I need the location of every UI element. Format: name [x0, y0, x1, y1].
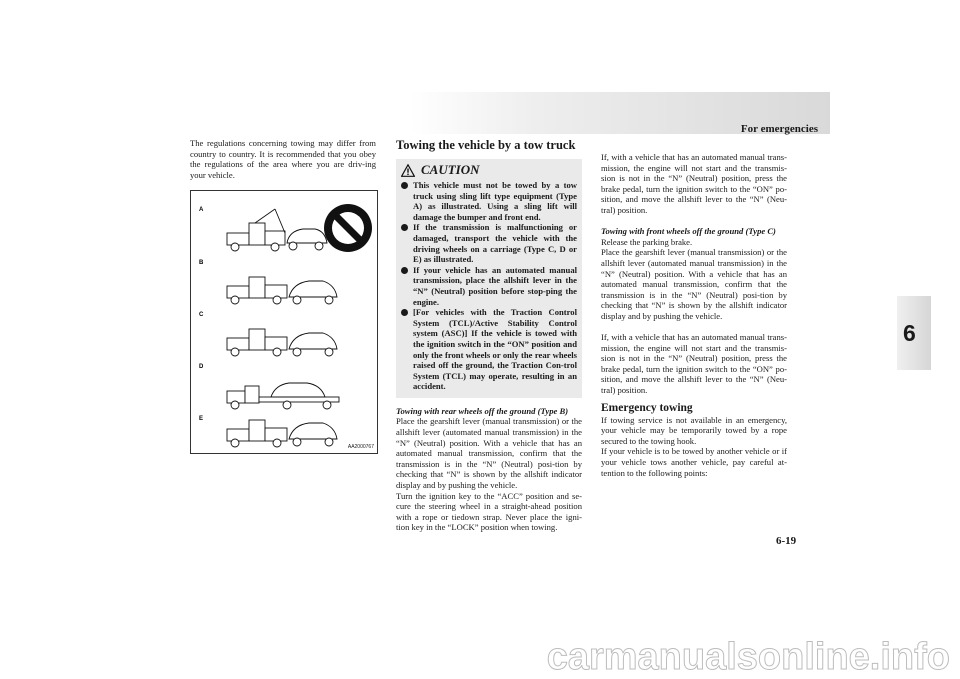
- caution-item: [For vehicles with the Traction Control System (TCL)/Active Stability Control system (ASC)] If the vehicle is towed with the ignition switch in the “ON” position and only the front wheels or only the rear wheels raised off the ground, the Traction Con-trol System (TCL) may operate, resulting in an accident.: [401, 307, 577, 392]
- rear-wheels-paragraph-2: Turn the ignition key to the “ACC” position and se-cure the steering wheel in a straight-ahead position with a rope or tiedown strap. Never place the igni-tion key in the “LOCK” position when towing.: [396, 490, 582, 533]
- emergency-paragraph-2: If your vehicle is to be towed by another vehicle or if your vehicle tows another vehicle, pay careful at-tention to the following points:: [601, 446, 787, 478]
- section-heading-tow-truck: Towing the vehicle by a tow truck: [396, 138, 576, 152]
- figure-label-e: E: [199, 416, 204, 422]
- figure-label-a: A: [199, 207, 204, 213]
- column-middle: [396, 138, 582, 533]
- chapter-tab: [897, 296, 931, 370]
- tow-truck-type-b: [227, 277, 337, 304]
- amt-paragraph-2: If, with a vehicle that has an automated manual trans-mission, the engine will not start and the transmis-sion is not in the “N” (Neutral) position, press the brake pedal, turn the ignition switch to the “ON” po-sition, and move the allshift lever to the “N” (Neu-tral) position.: [601, 332, 787, 396]
- warning-triangle-icon: [401, 164, 415, 177]
- tow-truck-type-a: [227, 209, 327, 251]
- bullet-icon: [401, 267, 408, 274]
- tow-truck-type-d: [227, 383, 339, 409]
- page-number: 6-19: [776, 535, 797, 547]
- column-right: [601, 152, 787, 478]
- figure-label-d: D: [199, 364, 204, 370]
- prohibition-sign-icon: [324, 204, 372, 252]
- bullet-icon: [401, 309, 408, 316]
- caution-item: If your vehicle has an automated manual transmission, place the allshift lever in the “N” (Neutral) position before stop-ping the engine.: [401, 265, 577, 307]
- caution-item: This vehicle must not be towed by a tow truck using sling lift type equipment (Type A) as illustrated. Using a sling lift will damage the bumper and front end.: [401, 180, 577, 222]
- rear-wheels-paragraph: Place the gearshift lever (manual transmission) or the allshift lever (automated manual transmission) in the “N” (Neutral) position. With a vehicle that has an automated manual transmission, confirm that the transmission is in the “N” (Neutral) posi-tion by checking that “N” is shown by the allshift indicator display and by pushing the vehicle.: [396, 416, 582, 491]
- caution-item: If the transmission is malfunctioning or damaged, transport the vehicle with the driving wheels on a carriage (Type C, D or E) as illustrated.: [401, 222, 577, 264]
- intro-paragraph: The regulations concerning towing may differ from country to country. It is recommended that you obey the regulations of the area where you are driv-ing your vehicle.: [190, 138, 376, 180]
- chapter-tab-number: 6: [903, 320, 916, 346]
- watermark-text: carmanualsonline.info: [546, 636, 950, 678]
- front-wheels-paragraph-2: Place the gearshift lever (manual transmission) or the allshift lever (automated manual transmission) in the “N” (Neutral) position. With a vehicle that has an automated manual transmission, confirm that the transmission is in the “N” (Neutral) posi-tion by checking that “N” is shown by the allshift indicator display and by pushing the vehicle.: [601, 247, 787, 321]
- front-wheels-paragraph-1: Release the parking brake.: [601, 236, 693, 247]
- amt-paragraph: If, with a vehicle that has an automated manual trans-mission, the engine will not start and the transmis-sion is not in the “N” (Neutral) position, press the brake pedal, turn the ignition switch to the “ON” po-sition, and move the allshift lever to the “N” (Neu-tral) position.: [601, 152, 787, 215]
- towing-types-figure: [190, 190, 378, 454]
- subheading-front-wheels: Towing with front wheels off the ground (Type C): [601, 226, 776, 237]
- bullet-icon: [401, 224, 408, 231]
- figure-code: AA2000767: [347, 444, 374, 450]
- figure-label-c: C: [199, 312, 204, 318]
- bullet-icon: [401, 182, 408, 189]
- caution-title: CAUTION: [421, 161, 480, 177]
- caution-list: [401, 180, 577, 392]
- figure-label-b: B: [199, 260, 204, 266]
- subheading-rear-wheels: Towing with rear wheels off the ground (Type B): [396, 405, 569, 416]
- tow-truck-type-c: [227, 329, 337, 356]
- caution-header: [401, 162, 577, 178]
- section-heading-emergency-towing: Emergency towing: [601, 401, 693, 414]
- column-left: [190, 138, 376, 180]
- page-header-title: For emergencies: [740, 123, 818, 135]
- towing-illustration: [191, 191, 377, 453]
- emergency-paragraph-1: If towing service is not available in an emergency, your vehicle may be temporarily towed by a rope secured to the towing hook.: [601, 414, 787, 446]
- caution-box: [396, 159, 582, 398]
- tow-truck-type-e: [227, 420, 337, 447]
